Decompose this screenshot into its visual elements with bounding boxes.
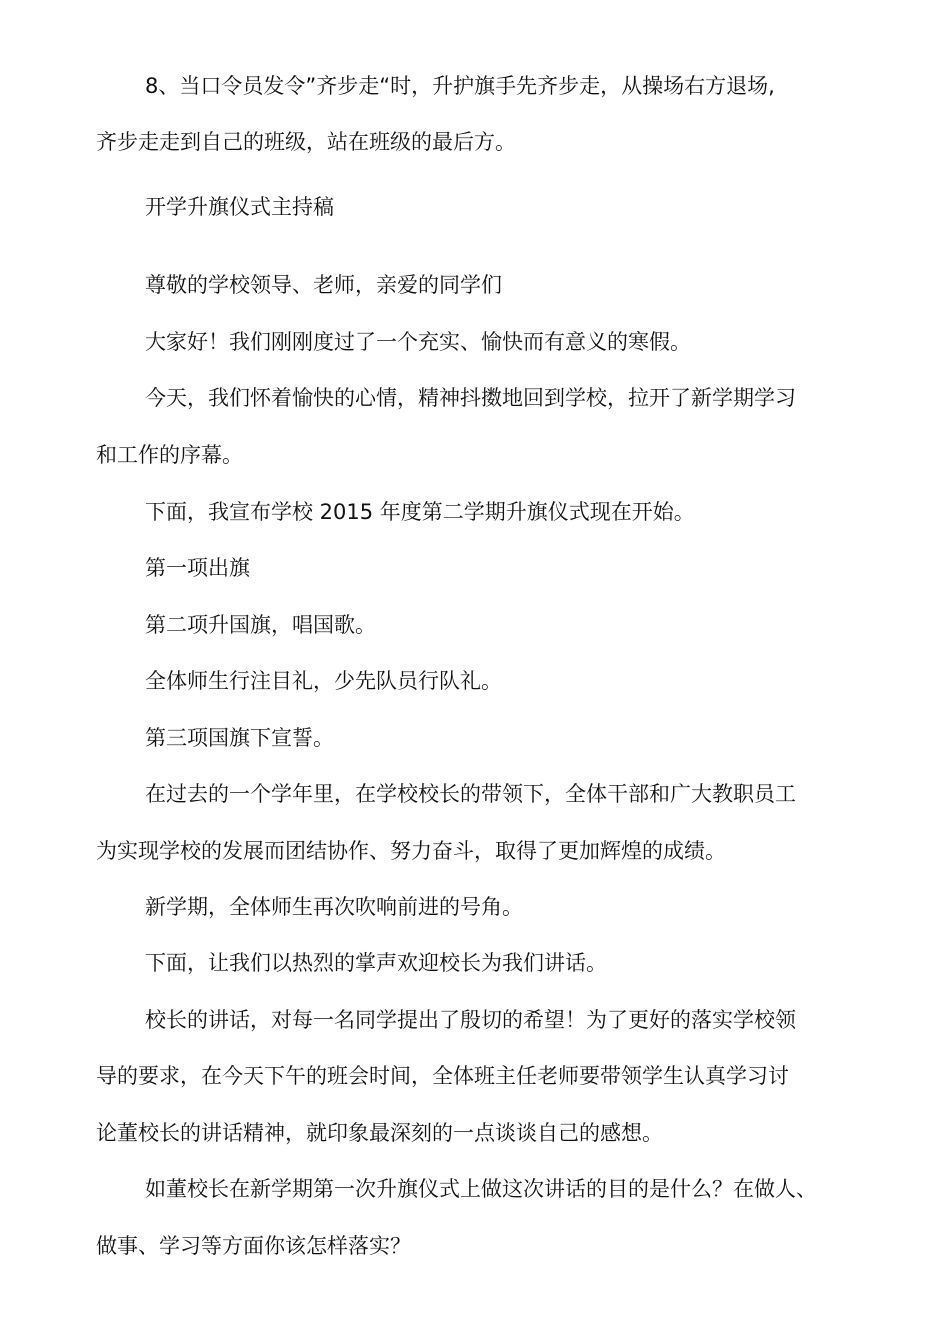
paragraph-line: 第二项升国旗，唱国歌。	[145, 613, 376, 637]
paragraph-line: 在过去的一个学年里，在学校校长的带领下，全体干部和广大教职员工	[145, 782, 796, 806]
paragraph-line: 新学期，全体师生再次吹响前进的号角。	[145, 895, 523, 919]
paragraph-line: 第三项国旗下宣誓。	[145, 726, 334, 750]
paragraph-line: 论董校长的讲话精神，就印象最深刻的一点谈谈自己的感想。	[96, 1121, 663, 1145]
paragraph-line: 今天，我们怀着愉快的心情，精神抖擞地回到学校，拉开了新学期学习	[145, 386, 796, 410]
paragraph-line: 下面，我宣布学校 2015 年度第二学期升旗仪式现在开始。	[145, 500, 695, 524]
paragraph-line: 导的要求，在今天下午的班会时间，全体班主任老师要带领学生认真学习讨	[96, 1064, 789, 1088]
paragraph-line: 为实现学校的发展而团结协作、努力奋斗，取得了更加辉煌的成绩。	[96, 839, 726, 863]
paragraph-line: 8、当口令员发令”齐步走“时，升护旗手先齐步走，从操场右方退场,	[145, 74, 775, 98]
paragraph-line: 下面，让我们以热烈的掌声欢迎校长为我们讲话。	[145, 951, 607, 975]
greeting-line: 尊敬的学校领导、老师，亲爱的同学们	[145, 273, 502, 297]
paragraph-line: 如董校长在新学期第一次升旗仪式上做这次讲话的目的是什么？在做人、	[145, 1177, 817, 1201]
paragraph-line: 做事、学习等方面你该怎样落实？	[96, 1234, 411, 1258]
paragraph-line: 第一项出旗	[145, 556, 250, 580]
paragraph-line: 校长的讲话，对每一名同学提出了殷切的希望！为了更好的落实学校领	[145, 1008, 796, 1032]
paragraph-line: 大家好！我们刚刚度过了一个充实、愉快而有意义的寒假。	[145, 330, 691, 354]
paragraph-line: 全体师生行注目礼，少先队员行队礼。	[145, 669, 502, 693]
paragraph-line: 和工作的序幕。	[96, 443, 243, 467]
document-title: 开学升旗仪式主持稿	[145, 195, 334, 219]
paragraph-line: 齐步走走到自己的班级，站在班级的最后方。	[96, 130, 516, 154]
